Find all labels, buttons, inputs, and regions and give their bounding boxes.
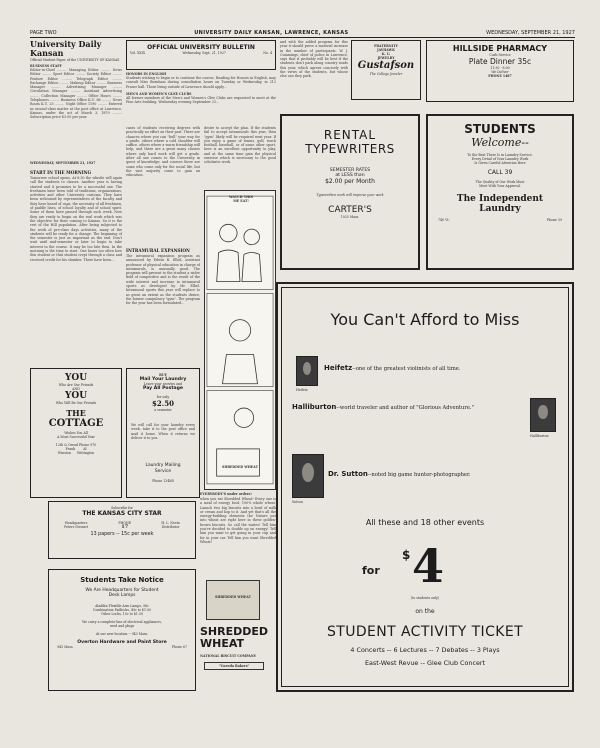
activity-tax: (to students only) (410, 596, 440, 600)
cartoon-drawing (205, 191, 275, 489)
halliburton-name: Halliburton (292, 403, 337, 411)
pharmacy-hours: 11:30 - 8:00 (490, 66, 510, 70)
fraternity-tagline: The College Jeweler (369, 72, 403, 76)
bulletin-volume: Vol. XXIX (130, 51, 146, 55)
editorial-column (30, 40, 122, 370)
intramural-heading: INTRAMURAL EXPANSION (126, 248, 190, 253)
ad-independent-laundry (426, 114, 574, 270)
laundry-phone: Phone 39 (546, 218, 562, 222)
cottage-wishes-2: A Most Successful Year (57, 435, 95, 439)
mailing-title-1: Laundry Mailing (145, 463, 181, 468)
editorial-text: Tomorrow school opens. At 8:30 the whistle will again call the students to classes. Another year is having started and it promises to be a successful one. The freshmen have been told of traditions, organizations, activities and other University customs. They have been welcomed by representatives of the faculty and they have heard of cups, the necessity of all freshmen, of paddle lines, of school loyalty and of school spirit. Some of them have passed through such week. Now they are ready to begin on the real work which was the objective for their coming to Kansas. So it is the rest of the Hill population. After being subjected to the work of pre-class days activities, many of the students will be ready for a change. The beginning of the semester is just as important as the end. Don't wait until mid-semester or later to begin to take interest in the course. It may be too late then. In the morning is the time to start. One hears too often how this student or that student crept through a class and received credit for his slumber. There have been... (30, 176, 122, 262)
activity-on-the: on the (415, 608, 435, 615)
staff-listing: Editor-in-Chief ......... Managing Editor ......... News Editor ......... Sport Editor ......... Society Editor ......... Feature Editor ......... Telegraph Editor ......... Exchange Editor ......... Makeup Editor ......... Business Manager ......... Advertising Manager ......... Circulation Manager ......... Assistant Advertising ......... Collection Manager ......... Office Hours ......... Telephones ......... Business Office K.U. 66 ......... News Room K.U. 25 ......... Night Office 1190 ......... Entered as second-class matter at the post office at Lawrence, Kansas, under the act of March 3, 1879 ......... Subscription price $3.00 per year. (30, 68, 122, 120)
ad-student-activity-ticket (276, 282, 574, 692)
star-phone-number: 17 (121, 524, 129, 530)
bulletin-date: Wednesday, Sept. 21, 1927 (182, 51, 226, 55)
typewriters-rates-3: $2.00 per Month (325, 178, 375, 185)
fraternity-line-4: JEWELRY (377, 56, 395, 60)
cottage-owner-1: Frank Al (65, 447, 87, 451)
laundry-name-2: Laundry (479, 204, 521, 214)
cottage-and: AND (72, 387, 80, 391)
ad-rental-typewriters (280, 114, 420, 270)
pharmacy-deliver: We Deliver (491, 70, 509, 74)
activity-extra: East-West Revue -- Glee Club Concert (364, 659, 486, 667)
overton-carry-1: We carry a complete line of electrical appliances, (82, 620, 162, 624)
overton-hq-2: Desk Lamps (108, 593, 136, 598)
star-distributor-name: H. L. Nevin (161, 521, 180, 525)
laundry-welcome: Welcome-- (471, 136, 529, 149)
overton-title: Students Take Notice (80, 576, 164, 584)
ad-overton-hardware (48, 569, 196, 691)
ad-shredded-wheat: EVERYBODY'S under orders! when you eat Shredded Wheat! Every one is a meal of energy food, 100% whole wheat. Launch two big biscuits into a bowl of milk or cream and hop to it. And yet that's all the energy-building elements the Nature put into wheat are right here in these golden-brown biscuits. So call the waiter! Tell him you've decided to double up on energy! Tell him you want to get going in your cup and for in your car. Tell him you want Shredded Wheat! SHREDDED WHEAT SHREDDED WHEAT NATIONAL BISCUIT COMPANY "Uneeda Bakers" (200, 492, 276, 668)
typewriters-rates-2: at LESS than (335, 173, 365, 178)
cottage-wishes-1: Wishes You All (64, 431, 88, 435)
typewriters-address: 1025 Mass. (340, 215, 360, 219)
fraternity-brand: Gustafson (357, 60, 415, 71)
overton-location: At our new location -- 943 Mass. (95, 632, 149, 636)
cottage-you-2: YOU (64, 391, 88, 401)
fraternity-line-1: FRATERNITY (374, 44, 398, 48)
mailing-buy: BUY (159, 373, 167, 377)
laundry-address: 740 Vt. (438, 218, 450, 222)
mailing-title-2: Service (154, 469, 172, 474)
overton-item-2: Combination Padlocks, 49c to $1.00 (92, 608, 152, 612)
shredded-wheat-cartoon (204, 190, 276, 490)
star-phone-label: PHONE (118, 521, 132, 525)
ad-kansas-city-star (48, 501, 196, 559)
bulletin-masthead (126, 40, 276, 70)
mailing-price: $2.50 (152, 399, 174, 408)
star-hq-1: Headquarters (64, 521, 88, 525)
heifetz-portrait (296, 356, 318, 386)
page-number: PAGE TWO (30, 29, 57, 36)
intramural-text: The intramural expansion program as announced by Edwin R. Elbel, assistant professor of physical education in charge of intramurals, is unusually good. The program will present to the student a wider field of competitive and is the result of the wide interest and increase in intramural sports as developed by Mr. Elbel. Intramural sports this year will replace to as great an extent as the students desire, the former compulsory "gym". The program for the year has been formulated... (126, 254, 200, 306)
cottage-who-will: Who Will Be Our Friends (55, 401, 97, 405)
bulletin-item-heading-2: MEN'S AND WOMEN'S GLEE CLUBS (126, 91, 192, 96)
page-header (30, 28, 575, 38)
wheat-logo-line-2: WHEAT (200, 637, 245, 650)
cottage-address: 12th & Oread Phone 970 (55, 443, 97, 447)
activity-for: for (362, 564, 380, 577)
cottage-name: COTTAGE (48, 418, 104, 429)
ad-fraternity-jewelry (351, 40, 421, 100)
heifetz-name: Heifetz (324, 364, 353, 372)
star-subscribe: Subscribe for (111, 506, 133, 510)
masthead-section: BUSINESS STAFF (30, 64, 62, 68)
mailing-per: a semester (154, 408, 172, 412)
cottage-you-1: YOU (64, 373, 88, 383)
heifetz-desc: --one of the greatest violinists of all time. (352, 366, 461, 372)
activity-dollar: $ (402, 548, 411, 562)
bulletin-number: No. 4 (263, 51, 272, 55)
activity-lineup: 4 Concerts -- 6 Lectures -- 7 Debates -- 3 Plays (350, 646, 500, 654)
masthead-subtitle: Official Student Paper of the UNIVERSITY OF KANSAS (30, 58, 120, 62)
overton-hq-1: We Are Headquarters for Student (85, 588, 159, 593)
article-intramural-intro: cases of students receiving degrees with practically no effort on their part. There are chances where you can "bull" your way for a grade, others where a cold shoulder will suffice, others where a warm friendship will help, and there are a great many classes where only hard work will get a grade. After all one comes to the University in quest of knowledge, and courses there are some who come only for the social life, but the vast majority come to gain an education. (126, 126, 200, 178)
laundry-students: STUDENTS (464, 122, 536, 136)
laundry-line-2: Every Detail of Your Laundry Work (471, 157, 529, 161)
heifetz-line (324, 364, 460, 372)
heifetz-caption: Heifetz (296, 388, 308, 392)
cartoon-sign-line1: WATCH THIS (229, 195, 253, 199)
sutton-portrait (292, 454, 324, 498)
wheat-company: NATIONAL BISCUIT COMPANY (200, 654, 257, 658)
ad-laundry-mailing: BUY Mail Your Laundry Leave your worries and Pay All Postage for only $2.50 a semester We will call for your laundry every week, take it to the post office and mail it home. When it returns we deliver it to you. Laundry Mailing Service Phone 1348R (126, 368, 200, 498)
mailing-pay: Pay All Postage (142, 386, 184, 391)
fraternity-line-3: K. U. (381, 52, 391, 56)
typewriters-note: Typewritten work will improve your work (316, 193, 384, 197)
overton-address: 943 Mass. (57, 645, 74, 649)
masthead-name: University Daily Kansan (30, 39, 102, 58)
typewriters-store: CARTER'S (328, 205, 372, 215)
overton-item-3: Other Locks, 10c to $1.50 (101, 612, 143, 616)
wheat-logo-line-1: SHREDDED (200, 625, 269, 638)
cottage-owner-2: Winston Wittington (57, 451, 95, 455)
star-price: 13 papers -- 15c per week (90, 532, 154, 537)
wheat-copy-heading: EVERYBODY'S under orders! (200, 492, 252, 496)
bulletin-item-heading: HONORS IN ENGLISH (126, 72, 167, 76)
editorial-heading: START IN THE MORNING (30, 170, 92, 175)
pharmacy-dinner: Plate Dinner 35c (468, 57, 532, 66)
mailing-leave: Leave your worries and (143, 382, 183, 386)
cartoon-sign (211, 195, 271, 203)
pharmacy-name: HILLSIDE PHARMACY (452, 44, 548, 53)
pharmacy-phone: PHONE 1487 (488, 74, 512, 78)
halliburton-desc: --world traveler and author of "Glorious Adventure." (336, 405, 474, 411)
laundry-line-3: Is Given Careful Attention Here (474, 161, 526, 165)
bulletin-title: OFFICIAL UNIVERSITY BULLETIN (147, 44, 255, 51)
laundry-line-1: To the Best There Is in Laundry Service. (467, 153, 533, 157)
cottage-the: THE (66, 408, 86, 418)
cartoon-box-label: SHREDDED WHEAT (222, 465, 258, 469)
page-date: WEDNESDAY, SEPTEMBER 21, 1927 (486, 29, 575, 36)
article-continuation: and with the added program for this year it should prove a material increase in the number of participants. W. J. Cummings, chief of police in Lawrence, says that it probably will be best if the students don't park along country roads this year, which agrees concisely with the views of the students, but whose else can they park. (280, 40, 348, 79)
halliburton-portrait (530, 398, 556, 432)
activity-price-block (358, 540, 498, 600)
sutton-name: Dr. Sutton (328, 470, 368, 478)
ad-hillside-pharmacy (426, 40, 574, 102)
cartoon-sign-line2: ME EAT! (233, 199, 249, 203)
article-column-3: desire to accept the plan. If the students fail to accept intramurals this year, then "gym" likely will be required next year. If you enjoy a game of tennis, golf, touch football, baseball, or of some other sport, here is an excellent opportunity to play, and at the same time gain the physical exercise which is necessary to the good scholastic work. (204, 126, 276, 165)
ad-the-cottage (30, 368, 122, 498)
activity-ticket-name: STUDENT ACTIVITY TICKET (326, 624, 524, 640)
wheat-bakers: "Uneeda Bakers" (204, 662, 264, 670)
laundry-name-1: The Independent (456, 194, 544, 204)
overton-phone: Phone 67 (171, 645, 187, 649)
overton-name: Overton Hardware and Paint Store (77, 640, 167, 645)
laundry-quality-2: Meet With Your Approval. (479, 184, 521, 188)
overton-item-1: Aladdin Flexible Arm Lamps, 98c (95, 604, 149, 608)
cottage-who-are: Who Are Our Friends (58, 383, 94, 387)
mailing-headline: Mail Your Laundry (139, 377, 187, 382)
activity-other-events: All these and 18 other events (365, 518, 485, 527)
halliburton-line (292, 404, 522, 412)
newspaper-title: UNIVERSITY DAILY KANSAN, LAWRENCE, KANSAS (194, 29, 349, 36)
laundry-quality-1: The Quality of Our Work Must (475, 180, 525, 184)
bulletin-notice-1: HONORS IN ENGLISH Students wishing to begin or to continue the course, Reading for Honors in English, may consult Miss Burnham during consultation hours on Tuesday or Wednesday, in 212 Fraser hall. Those living outside of Lawrence should apply... MEN'S AND WOMEN'S GLEE CLUBS All former members of the Men's and Women's Glee Clubs are requested to meet at the Fine Arts building, Wednesday evening September 21... (126, 72, 276, 105)
mailing-phone: Phone 1348R (152, 479, 174, 483)
laundry-call: CALL 39 (487, 169, 513, 176)
mailing-for-only: for only (156, 395, 170, 399)
activity-headline: You Can't Afford to Miss (330, 310, 520, 329)
fraternity-line-2: JAYHAWK (377, 48, 395, 52)
typewriters-title-1: RENTAL (323, 128, 377, 142)
sutton-desc: --noted big game hunter-photographer. (367, 472, 471, 478)
sutton-line (328, 470, 471, 478)
star-distributor-label: Distributor (161, 525, 180, 529)
pharmacy-service: Curb Service (489, 53, 511, 57)
masthead-date: WEDNESDAY, SEPTEMBER 21, 1927 (30, 161, 96, 165)
star-name: THE KANSAS CITY STAR (82, 510, 162, 517)
activity-price: 4 (412, 539, 445, 593)
typewriters-rates-1: SEMESTER RATES (329, 168, 371, 173)
star-hq-2: Peters Stewart (64, 525, 89, 529)
wheat-box-image (206, 580, 260, 620)
sutton-caption: Sutton (292, 500, 303, 504)
overton-carry-2: seed and plugs (109, 624, 135, 628)
halliburton-caption: Halliburton (530, 434, 549, 438)
typewriters-title-2: TYPEWRITERS (305, 142, 395, 156)
wheat-box-label: SHREDDED WHEAT (215, 595, 251, 599)
